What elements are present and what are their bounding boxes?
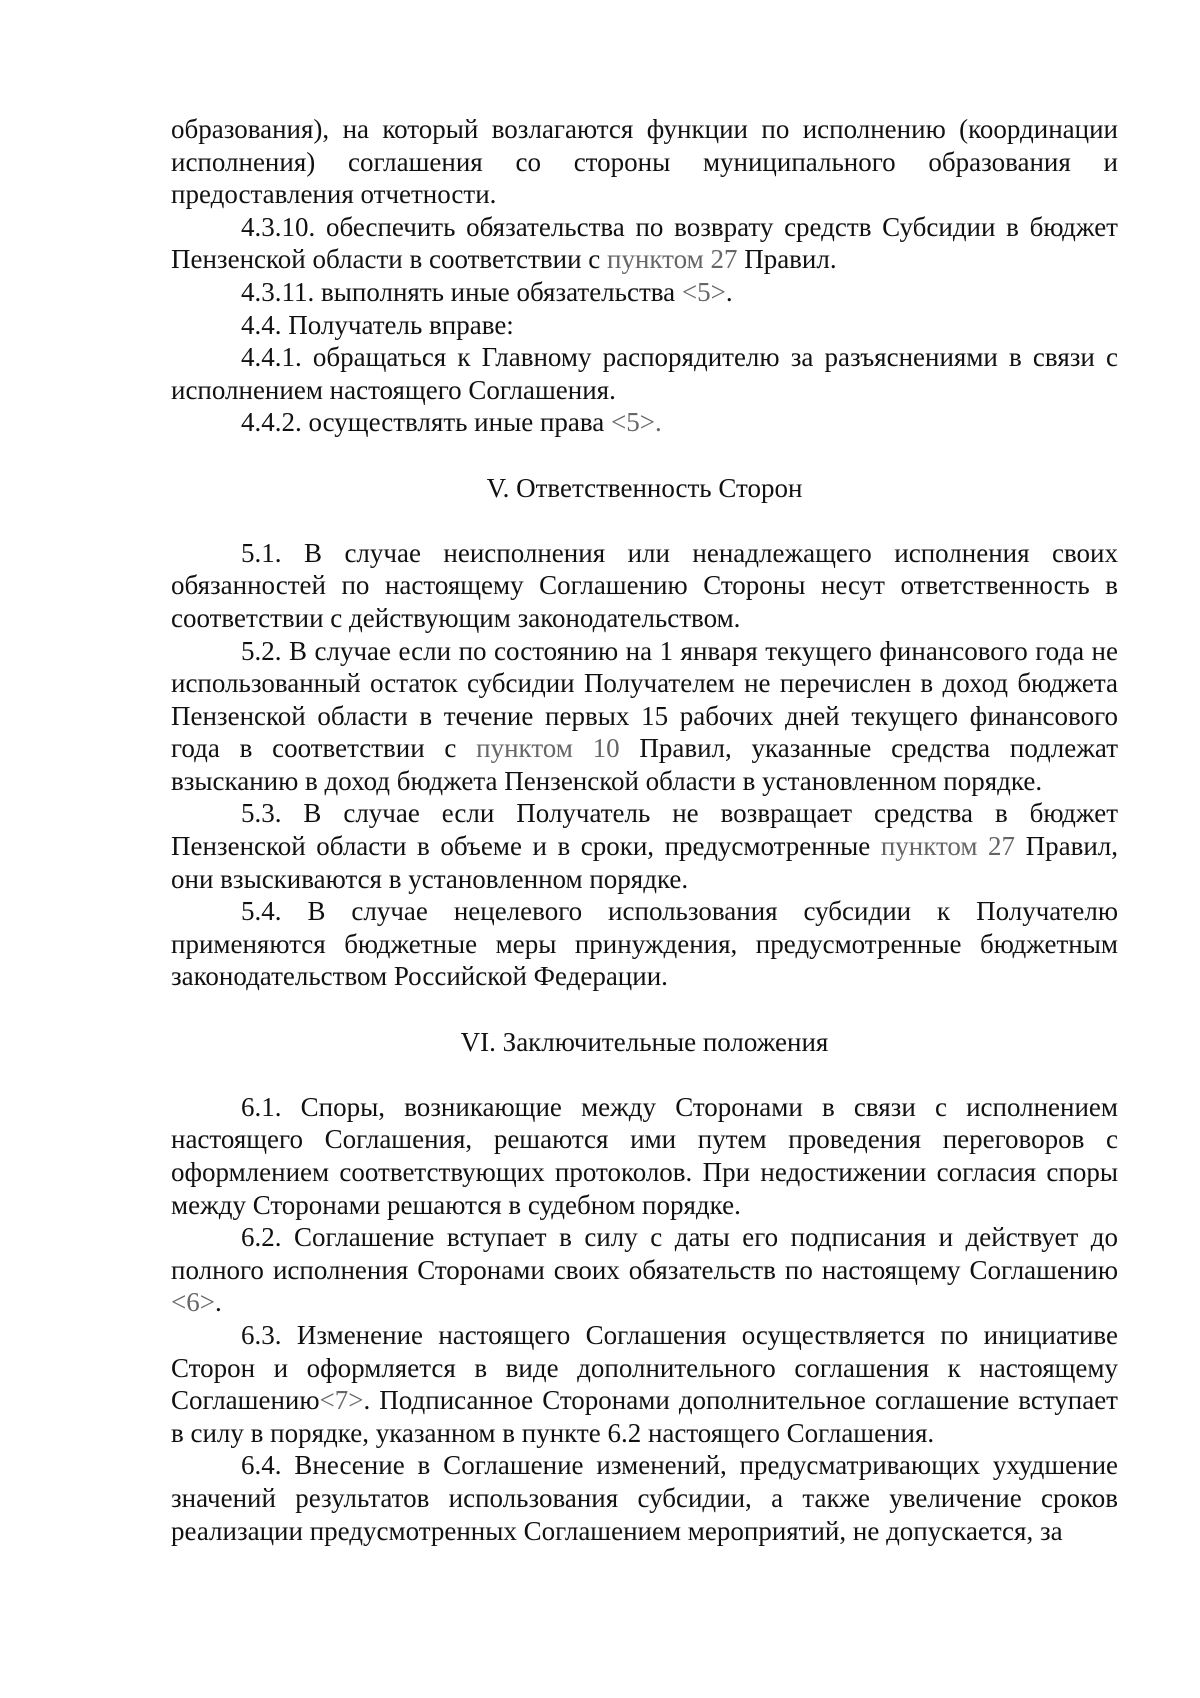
paragraph-text: 6.1. Споры, возникающие между Сторонами в связи с исполнением настоящего Соглашения, решаются ими путем проведения переговоров с оформлением соответствующих протоколов. При недостижении согласия споры между Сторонами решаются в судебном порядке.: [171, 1091, 1118, 1220]
paragraph: [171, 406, 1118, 439]
reference-link[interactable]: <5>: [681, 276, 726, 307]
paragraph-text: 4.4.1. обращаться к Главному распорядителю за разъяснениями в связи с исполнением настоящего Соглашения.: [171, 342, 1118, 405]
paragraph: [171, 1091, 1118, 1221]
paragraph-text: 4.4. Получатель вправе:: [241, 309, 514, 340]
paragraph-text: 4.4.2. осуществлять иные права: [241, 407, 612, 438]
paragraph-text: 5.4. В случае нецелевого использования субсидии к Получателю применяются бюджетные меры принуждения, предусмотренные бюджетным законодательством Российской Федерации.: [171, 896, 1118, 992]
paragraph-text: Правил.: [737, 244, 837, 275]
paragraph: [171, 341, 1118, 406]
paragraph-text: образования), на который возлагаются функции по исполнению (координации исполнения) соглашения со стороны муниципального образования и предоставления отчетности.: [171, 114, 1118, 210]
blank-line: [171, 1058, 1118, 1091]
paragraph-text: 6.4. Внесение в Соглашение изменений, предусматривающих ухудшение значений результатов использования субсидии, а также увеличение сроков реализации предусмотренных Соглашением мероприятий, не допускается, за: [171, 1450, 1118, 1546]
paragraph: [171, 211, 1118, 276]
reference-link[interactable]: <6>: [171, 1287, 215, 1318]
paragraph-text: Правил, указанные средства подлежат взысканию в доход бюджета Пензенской области в установленном порядке.: [171, 733, 1118, 796]
paragraph: [171, 1221, 1118, 1319]
blank-line: [171, 504, 1118, 537]
paragraph: [171, 895, 1118, 993]
section-heading: V. Ответственность Сторон: [486, 472, 803, 503]
paragraph: [171, 1319, 1118, 1449]
reference-link[interactable]: пунктом 10: [476, 733, 620, 764]
paragraph-text: .: [214, 1287, 222, 1318]
paragraph-text: 5.1. В случае неисполнения или ненадлежащего исполнения своих обязанностей по настоящему Соглашению Стороны несут ответственность в соответствии с действующим законодательством.: [171, 537, 1118, 633]
section-heading: VI. Заключительные положения: [460, 1026, 829, 1057]
reference-link[interactable]: пунктом 27: [607, 244, 738, 275]
paragraph: [171, 635, 1118, 798]
reference-link[interactable]: <7>: [319, 1385, 364, 1416]
paragraph: [171, 797, 1118, 895]
paragraph-text: 4.3.10. обеспечить обязательства по возврату средств Субсидии в бюджет Пензенской области в соответствии с: [171, 211, 1118, 275]
reference-link[interactable]: <5>.: [611, 407, 662, 438]
paragraph: [171, 276, 1118, 309]
paragraph-text: 6.2. Соглашение вступает в силу с даты его подписания и действует до полного исполнения Сторонами своих обязательств по настоящему Соглашению: [171, 1222, 1118, 1285]
paragraph: [171, 537, 1118, 635]
paragraph-text: .: [725, 276, 733, 307]
reference-link[interactable]: пунктом 27: [880, 831, 1016, 862]
paragraph-text: Правил, они взыскиваются в установленном порядке.: [171, 831, 1118, 894]
blank-line: [171, 439, 1118, 472]
paragraph: [171, 1449, 1118, 1547]
paragraph-text: 5.3. В случае если Получатель не возвращает средства в бюджет Пензенской области в объеме и в сроки, предусмотренные: [171, 798, 1118, 862]
paragraph-text: 4.3.11. выполнять иные обязательства: [241, 276, 682, 307]
blank-line: [171, 993, 1118, 1026]
paragraph-text: 6.3. Изменение настоящего Соглашения осуществляется по инициативе Сторон и оформляется в виде дополнительного соглашения к настоящему Соглашению: [171, 1319, 1118, 1416]
paragraph: [171, 309, 1118, 342]
paragraph-text: . Подписанное Сторонами дополнительное соглашение вступает в силу в порядке, указанном в пункте 6.2 настоящего Соглашения.: [171, 1385, 1118, 1448]
paragraph: [171, 113, 1118, 211]
paragraph-text: 5.2. В случае если по состоянию на 1 января текущего финансового года не использованный остаток субсидии Получателем не перечислен в доход бюджета Пензенской области в течение первых 15 рабочих дней текущего финансового года в соответствии с: [171, 635, 1118, 764]
